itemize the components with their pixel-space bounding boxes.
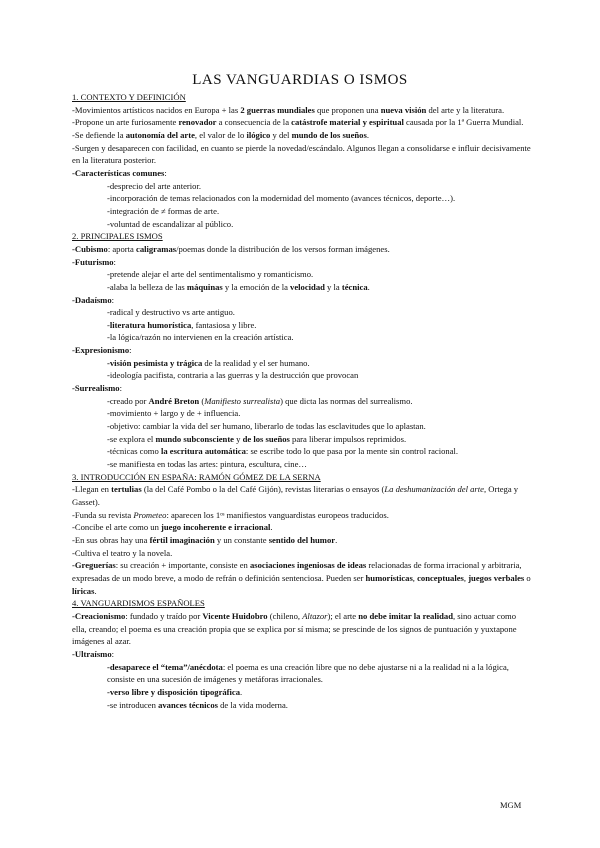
bold-text: -verso libre y disposición tipográfica xyxy=(107,686,241,697)
text-line xyxy=(72,445,532,458)
text-line xyxy=(72,344,532,357)
text-run: -se manifiesta en todas las artes: pintura, escultura, cine… xyxy=(107,459,307,470)
text-run: 2. PRINCIPALES ISMOS xyxy=(72,231,163,242)
bold-text: -Creacionismo xyxy=(72,610,126,621)
bold-text: 2 guerras mundiales xyxy=(240,104,315,115)
text-run: . xyxy=(366,129,369,140)
bold-text: conceptuales xyxy=(417,572,464,583)
text-line xyxy=(72,218,532,231)
text-run: 1. CONTEXTO Y DEFINICIÓN xyxy=(72,92,186,102)
text-line xyxy=(72,433,532,446)
text-line xyxy=(72,534,532,547)
text-line xyxy=(72,256,532,269)
text-run: (la del Café Pombo o la del Café Gijón), revistas literarias o ensayos ( xyxy=(141,484,385,495)
document-title: LAS VANGUARDIAS O ISMOS xyxy=(192,72,408,88)
text-run: -Surgen y desaparecen con facilidad, en cuanto se pierde la novedad/escándalo. Algunos llegan a consolidarse e influir decisivamente en la literatura posterior. xyxy=(72,142,531,166)
text-line xyxy=(72,382,532,395)
bold-text: técnica xyxy=(341,281,368,292)
text-run: causada por la 1ª Guerra Mundial. xyxy=(403,117,524,128)
bold-text: renovador xyxy=(178,117,217,128)
text-run: y xyxy=(234,433,243,444)
text-run: -objetivo: cambiar la vida del ser humano, liberarlo de todas las esclavitudes que lo aplastan. xyxy=(107,421,426,432)
bold-text: de los sueños xyxy=(242,433,290,444)
text-line xyxy=(72,205,532,218)
bold-text: -Surrealismo xyxy=(72,383,120,394)
bold-text: Vicente Huidobro xyxy=(202,610,268,621)
bold-text: ilógico xyxy=(246,129,271,140)
text-run: ) que dicta las normas del surrealismo. xyxy=(280,395,413,406)
bold-text: avances técnicos xyxy=(158,699,218,710)
text-run: y la xyxy=(324,281,342,292)
text-run: : xyxy=(164,167,167,178)
text-run: /poemas donde la distribución de los versos forman imágenes. xyxy=(176,243,390,254)
text-run: -se introducen xyxy=(107,699,159,710)
text-line xyxy=(72,294,532,307)
document-body xyxy=(72,91,532,711)
text-run: 4. VANGUARDISMOS ESPAÑOLES xyxy=(72,598,205,609)
text-run: , fantasiosa y libre. xyxy=(191,319,257,330)
text-line xyxy=(72,559,532,597)
text-run: -En sus obras hay una xyxy=(72,534,150,545)
text-run: -Cultiva el teatro y la novela. xyxy=(72,547,173,558)
text-run: , Ortega y Gasset). xyxy=(72,484,519,507)
text-run: 3. INTRODUCCIÓN EN ESPAÑA: RAMÓN GÓMEZ DE LA SERNA xyxy=(72,471,321,482)
italic-text: La deshumanización del arte xyxy=(384,484,484,495)
bold-text: André Breton xyxy=(148,395,200,406)
text-run: -Funda su revista xyxy=(72,509,134,520)
text-line xyxy=(72,407,532,420)
text-run: -voluntad de escandalizar al público. xyxy=(107,218,234,229)
bold-text: caligramas xyxy=(136,243,177,254)
text-run: -desprecio del arte anterior. xyxy=(107,180,202,191)
text-line xyxy=(72,281,532,294)
text-run: : xyxy=(119,383,122,394)
text-run: -Concibe el arte como un xyxy=(72,522,162,533)
text-run: : aporta xyxy=(107,243,136,254)
text-run: : xyxy=(113,256,116,267)
text-run: . xyxy=(240,686,243,697)
text-line xyxy=(72,661,532,686)
bold-text: autonomía del arte xyxy=(125,129,195,140)
text-run: y del xyxy=(270,129,292,140)
italic-text: Altazor xyxy=(302,610,328,621)
text-run: -Se defiende la xyxy=(72,129,126,140)
text-line xyxy=(72,129,532,142)
text-run: -radical y destructivo vs arte antiguo. xyxy=(107,307,235,318)
bold-text: literatura humorística xyxy=(109,319,192,330)
text-run: relacionadas de forma irracional y arbitraria, expresadas de un modo breve, a modo de refrán o definición sentenciosa. Pueden ser xyxy=(72,560,522,583)
text-run: ( xyxy=(199,395,205,406)
text-run: : xyxy=(111,294,115,305)
bold-text: la escritura automática xyxy=(160,446,246,457)
bold-text: máquinas xyxy=(186,281,223,292)
text-run: . xyxy=(367,281,370,292)
text-run: para liberar impulsos reprimidos. xyxy=(289,433,407,444)
text-run: -incorporación de temas relacionados con la modernidad del momento (avances técnicos, deporte…). xyxy=(107,193,456,204)
text-run: . xyxy=(270,522,273,533)
bold-text: humorísticas xyxy=(365,572,413,583)
text-line xyxy=(72,648,532,661)
bold-text: tertulias xyxy=(111,484,142,495)
bold-text: -Dadaísmo xyxy=(72,294,112,305)
footer-initials: MGM xyxy=(500,800,522,810)
text-line xyxy=(72,319,532,332)
text-run: y un constante xyxy=(214,534,269,545)
section-heading xyxy=(72,471,532,484)
text-line xyxy=(72,420,532,433)
italic-text: Prometeo xyxy=(133,509,167,520)
text-run: , xyxy=(463,572,469,583)
text-run: , el valor de lo xyxy=(194,129,247,140)
text-run: - xyxy=(107,319,110,330)
text-run: , xyxy=(412,572,418,583)
text-run: -Movimientos artísticos nacidos en Europa + las xyxy=(72,104,241,115)
text-run: -técnicas como xyxy=(107,446,161,457)
bold-text: nueva visión xyxy=(380,104,427,115)
text-line xyxy=(72,167,532,180)
bold-text: -Cubismo xyxy=(72,243,108,254)
text-line xyxy=(72,268,532,281)
bold-text: no debe imitar la realidad xyxy=(358,610,453,621)
text-line xyxy=(72,243,532,256)
text-line xyxy=(72,116,532,129)
bold-text: -Futurismo xyxy=(72,256,114,267)
text-line xyxy=(72,483,532,508)
text-line xyxy=(72,458,532,471)
section-heading xyxy=(72,230,532,243)
text-run: -creado por xyxy=(107,395,149,406)
text-run: : el poema es una creación libre que no debe ajustarse ni a la realidad ni a la lógica, consiste en una sucesión de imágenes y metáforas irracionales. xyxy=(107,661,509,685)
text-run: : xyxy=(111,648,115,659)
bold-text: fértil imaginación xyxy=(149,534,215,545)
bold-text: -Ultraísmo xyxy=(72,648,112,659)
bold-text: asociaciones ingeniosas de ideas xyxy=(249,560,367,571)
text-run: -alaba la belleza de las xyxy=(107,281,187,292)
text-run: ); el arte xyxy=(327,610,359,621)
text-run: -se explora el xyxy=(107,433,156,444)
text-run: (chileno, xyxy=(267,610,303,621)
bold-text: -Greguerías xyxy=(72,560,116,571)
text-run: . xyxy=(94,585,97,596)
bold-text: juegos verbales xyxy=(468,572,525,583)
text-line xyxy=(72,104,532,117)
text-run: de la vida moderna. xyxy=(217,699,288,710)
bold-text: -desaparece el “tema”/anécdota xyxy=(107,661,223,672)
section-heading xyxy=(72,597,532,610)
bold-text: velocidad xyxy=(290,281,325,292)
text-line xyxy=(72,395,532,408)
bold-text: mundo de los sueños xyxy=(291,129,367,140)
text-line xyxy=(72,331,532,344)
bold-text: líricas xyxy=(72,585,95,596)
text-run: . xyxy=(335,534,338,545)
italic-text: Manifiesto surrealista xyxy=(204,395,281,406)
section-heading xyxy=(72,91,532,104)
text-line xyxy=(72,509,532,522)
text-run: : su creación + importante, consiste en xyxy=(115,560,250,571)
text-run: : se escribe todo lo que pasa por la mente sin control racional. xyxy=(245,446,459,457)
bold-text: mundo subconsciente xyxy=(155,433,234,444)
text-line xyxy=(72,521,532,534)
text-line xyxy=(72,357,532,370)
bold-text: juego incoherente e irracional xyxy=(161,522,271,533)
text-run: : fundado y traído por xyxy=(125,610,203,621)
text-run: -ideología pacifista, contraria a las guerras y la destrucción que provocan xyxy=(107,370,359,381)
text-line xyxy=(72,306,532,319)
text-run: -Llegan en xyxy=(72,484,112,495)
bold-text: -visión pesimista y trágica xyxy=(107,357,203,368)
text-run: del arte y la literatura. xyxy=(426,104,505,115)
text-run: -integración de ≠ formas de arte. xyxy=(107,205,220,216)
text-run: -la lógica/razón no intervienen en la creación artística. xyxy=(107,332,294,343)
text-run: : aparecen los 1ᵒˢ manifiestos vanguardistas europeos traducidos. xyxy=(166,509,389,520)
bold-text: -Expresionismo xyxy=(72,345,130,356)
text-run: de la realidad y el ser humano. xyxy=(202,357,310,368)
text-run: : xyxy=(129,345,132,356)
text-line xyxy=(72,699,532,712)
text-run: -movimiento + largo y de + influencia. xyxy=(107,408,241,419)
text-line xyxy=(72,369,532,382)
text-line xyxy=(72,142,532,167)
bold-text: sentido del humor xyxy=(268,534,336,545)
text-line xyxy=(72,547,532,560)
text-run: y la emoción de la xyxy=(222,281,291,292)
text-line xyxy=(72,192,532,205)
text-run: -pretende alejar el arte del sentimentalismo y romanticismo. xyxy=(107,269,314,280)
text-run: a consecuencia de la xyxy=(216,117,292,128)
text-line xyxy=(72,180,532,193)
text-run: , sino actuar como ella, creando; el poema es una creación propia que se explica por sí misma; se prescinde de los signos de puntuación y yuxtapone imágenes al azar. xyxy=(72,610,517,647)
bold-text: catástrofe material y espiritual xyxy=(291,117,404,128)
text-run: o xyxy=(524,572,531,583)
text-run: -Propone un arte furiosamente xyxy=(72,117,179,128)
text-line xyxy=(72,610,532,648)
bold-text: -Características comunes xyxy=(72,167,165,178)
text-line xyxy=(72,686,532,699)
text-run: que proponen una xyxy=(314,104,381,115)
